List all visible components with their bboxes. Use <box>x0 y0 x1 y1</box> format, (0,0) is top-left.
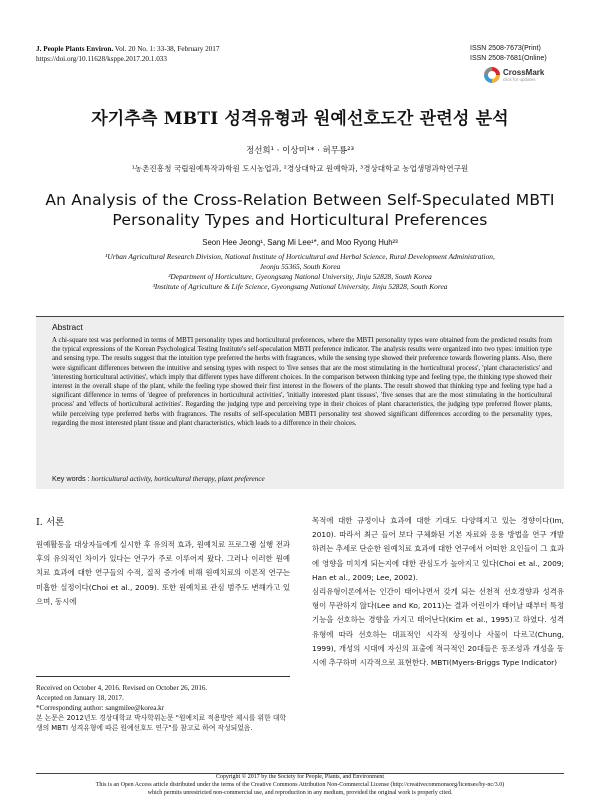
affiliation-line: Jeonju 55365, South Korea <box>259 262 341 271</box>
title-english <box>40 190 560 230</box>
license-terms-line: which permits unrestricted non-commercial use, and reproduction in any medium, provided the original work is properly cited. <box>147 790 453 796</box>
right-column <box>312 514 564 670</box>
affiliation-line: ¹Urban Agricultural Research Division, National Institute of Horticultural and Herbal Science, Rural Development Administration, <box>105 252 495 261</box>
affiliations-korean: ¹농촌진흥청 국립원예특작과학원 도시농업과, ²경상대학교 원예학과, ³경상대학교 농업생명과학연구원 <box>131 164 469 173</box>
crossmark-sublabel: click for updates <box>503 77 536 82</box>
accepted-date: Accepted on January 18, 2017. <box>36 694 124 702</box>
keywords-text: horticultural activity, horticultural therapy, plant preference <box>91 475 265 483</box>
affiliation-line: ³Institute of Agriculture & Life Science, Gyeongsang National University, Jinju 52828, South Korea <box>152 282 448 291</box>
footnotes <box>36 683 290 733</box>
crossmark-icon <box>484 67 500 83</box>
thesis-note: 본 논문은 2012년도 경상대학교 박사학위논문 "원예치료 적용방안 제시를 위한 대학생의 MBTI 성격유형에 따른 원예선호도 연구"를 참고로 하여 작성되었음. <box>36 714 286 732</box>
volume-info: Vol. 20 No. 1: 33-38, February 2017 <box>113 45 220 53</box>
authors-english: Seon Hee Jeong¹, Sang Mi Lee¹*, and Moo Ryong Huh²³ <box>202 238 398 247</box>
intro-paragraph-2: 목적에 대한 규정이나 효과에 대한 기대도 다양해지고 있는 경향이다(Im, 2010). 따라서 최근 들어 보다 구체화된 기본 자료와 응용 방법을 연구 개발 하려는 추세로 단순한 원예치료 효과에 대한 연구에서 어떠한 요인들이 그 효과에 영향을 미치게 되는지에 대한 관심도가 높아지고 있다(Choi et al., 2009; Han et al., 2009; Lee, 2002). <box>312 516 564 582</box>
crossmark-label: CrossMark <box>503 68 545 77</box>
affiliation-line: ²Department of Horticulture, Gyeongsang National University, Jinju 52828, South Korea <box>168 272 432 281</box>
journal-name: J. People Plants Environ. <box>36 45 114 53</box>
authors-korean: 정선희¹ · 이상미¹* · 허무룡²³ <box>246 146 354 156</box>
license-line: This is an Open Access article distributed under the terms of the Creative Commons Attribution Non-Commercial License (http://creativecommonsorg/licenses/by-nc/3.0) <box>95 782 505 788</box>
left-column <box>36 514 290 609</box>
title-korean: 자기추측 MBTI 성격유형과 원예선호도간 관련성 분석 <box>91 109 509 129</box>
keywords-line <box>52 474 265 483</box>
corresponding-author: *Corresponding author: sangmilee@korea.kr <box>36 704 165 712</box>
copyright-notice <box>20 773 580 797</box>
intro-paragraph-3: 심리유형이론에서는 인간이 태어나면서 갖게 되는 선천적 선호경향과 성격유형이 무관하지 않다(Lee and Ko, 2011)는 결과 어린이가 태어날 때부터 특정 기능을 선호하는 경향을 가지고 태어난다(Kim et al., 1995)고 하였다. 성격유형에 따라 선호하는 대표적인 시각적 상징이나 사물이 다르고(Chung, 1999), 개성의 시대에 자신의 표출에 적극적인 20대들은 동조성과 개성을 동시에 추구하며 시각적으로 표현한다. MBTI(Myers-Briggs Type Indicator) <box>312 587 564 668</box>
abstract-heading: Abstract <box>52 322 83 332</box>
affiliations-english <box>40 252 560 292</box>
section-heading-introduction: Ⅰ. 서론 <box>36 517 65 528</box>
received-date: Received on October 4, 2016. Revised on October 26, 2016. <box>36 684 208 692</box>
crossmark-badge[interactable] <box>484 67 544 83</box>
title-english-line-2: Personality Types and Horticultural Preferences <box>112 211 488 229</box>
doi-link[interactable]: https://doi.org/10.11628/ksppe.2017.20.1.033 <box>36 55 167 63</box>
keywords-label: Key words : <box>52 474 90 483</box>
copyright-line: Copyright © 2017 by the Society for People, Plants, and Environment <box>215 774 385 780</box>
title-english-line-1: An Analysis of the Cross-Relation Between Self-Speculated MBTI <box>45 191 555 209</box>
abstract-text: A chi-square test was performed in terms of MBTI personality types and horticultural preferences, where the MBTI personality types were obtained from the predicted results from the typical expressions of the Korean Psychological Testing Institute's self-speculation MBTI preference indicator. The analysis results were organized into two types: intuition type and sensing type. The results suggest that the intuition type preferred the herbs with fragrances, while the sensing type showed their preference towards flowering plants. Also, there were significant differences between the intuitive and sensing types with respect to 'five senses that are the most stimulating in the horticultural process', 'plant characteristics' and 'interesting horticultural activities', which imply that different types have different choices. In the comparison between thinking type and feeling type, the thinking type showed their interest in the overall shape of the plant, while the feeling type showed their first interest in the flowers of the plants. The result showed that thinking type and feeling type had a significant difference in terms of 'degree of preferences in horticultural activities', 'initially interested plant tissues', 'five senses that are the most stimulating in the horticultural process' and 'effects of horticultural activities'. Regarding the judging type and perceiving type in their choices of plant characteristics, the judging type preferred flower plants, while perceiving type preferred herbs with fragrances. The results of self-speculation MBTI personality test showed significant differences according to the personality types, regarding the most interested plant tissue and plant characteristics, which leads to a difference in their choices. <box>52 337 552 427</box>
issn-online: ISSN 2508-7681(Online) <box>470 55 547 62</box>
issn-print: ISSN 2508-7673(Print) <box>470 45 541 52</box>
issn-block <box>470 44 547 64</box>
journal-header <box>36 44 219 64</box>
intro-paragraph-1: 원예활동을 대상자들에게 실시한 후 유의적 효과, 원예치료 프로그램 실행 전과 후의 유의적인 차이가 있다는 연구가 주로 이루어져 왔다. 그러나 이러한 원예치료 효과에 대한 연구들의 수적, 질적 증가에 비해 원예치료의 이론적 연구는 미흡한 실정이다(Choi et al., 2009). 또한 원예치료 관심 범주도 변해가고 있으며, 동시에 <box>36 540 290 606</box>
footnote-divider <box>36 676 290 677</box>
